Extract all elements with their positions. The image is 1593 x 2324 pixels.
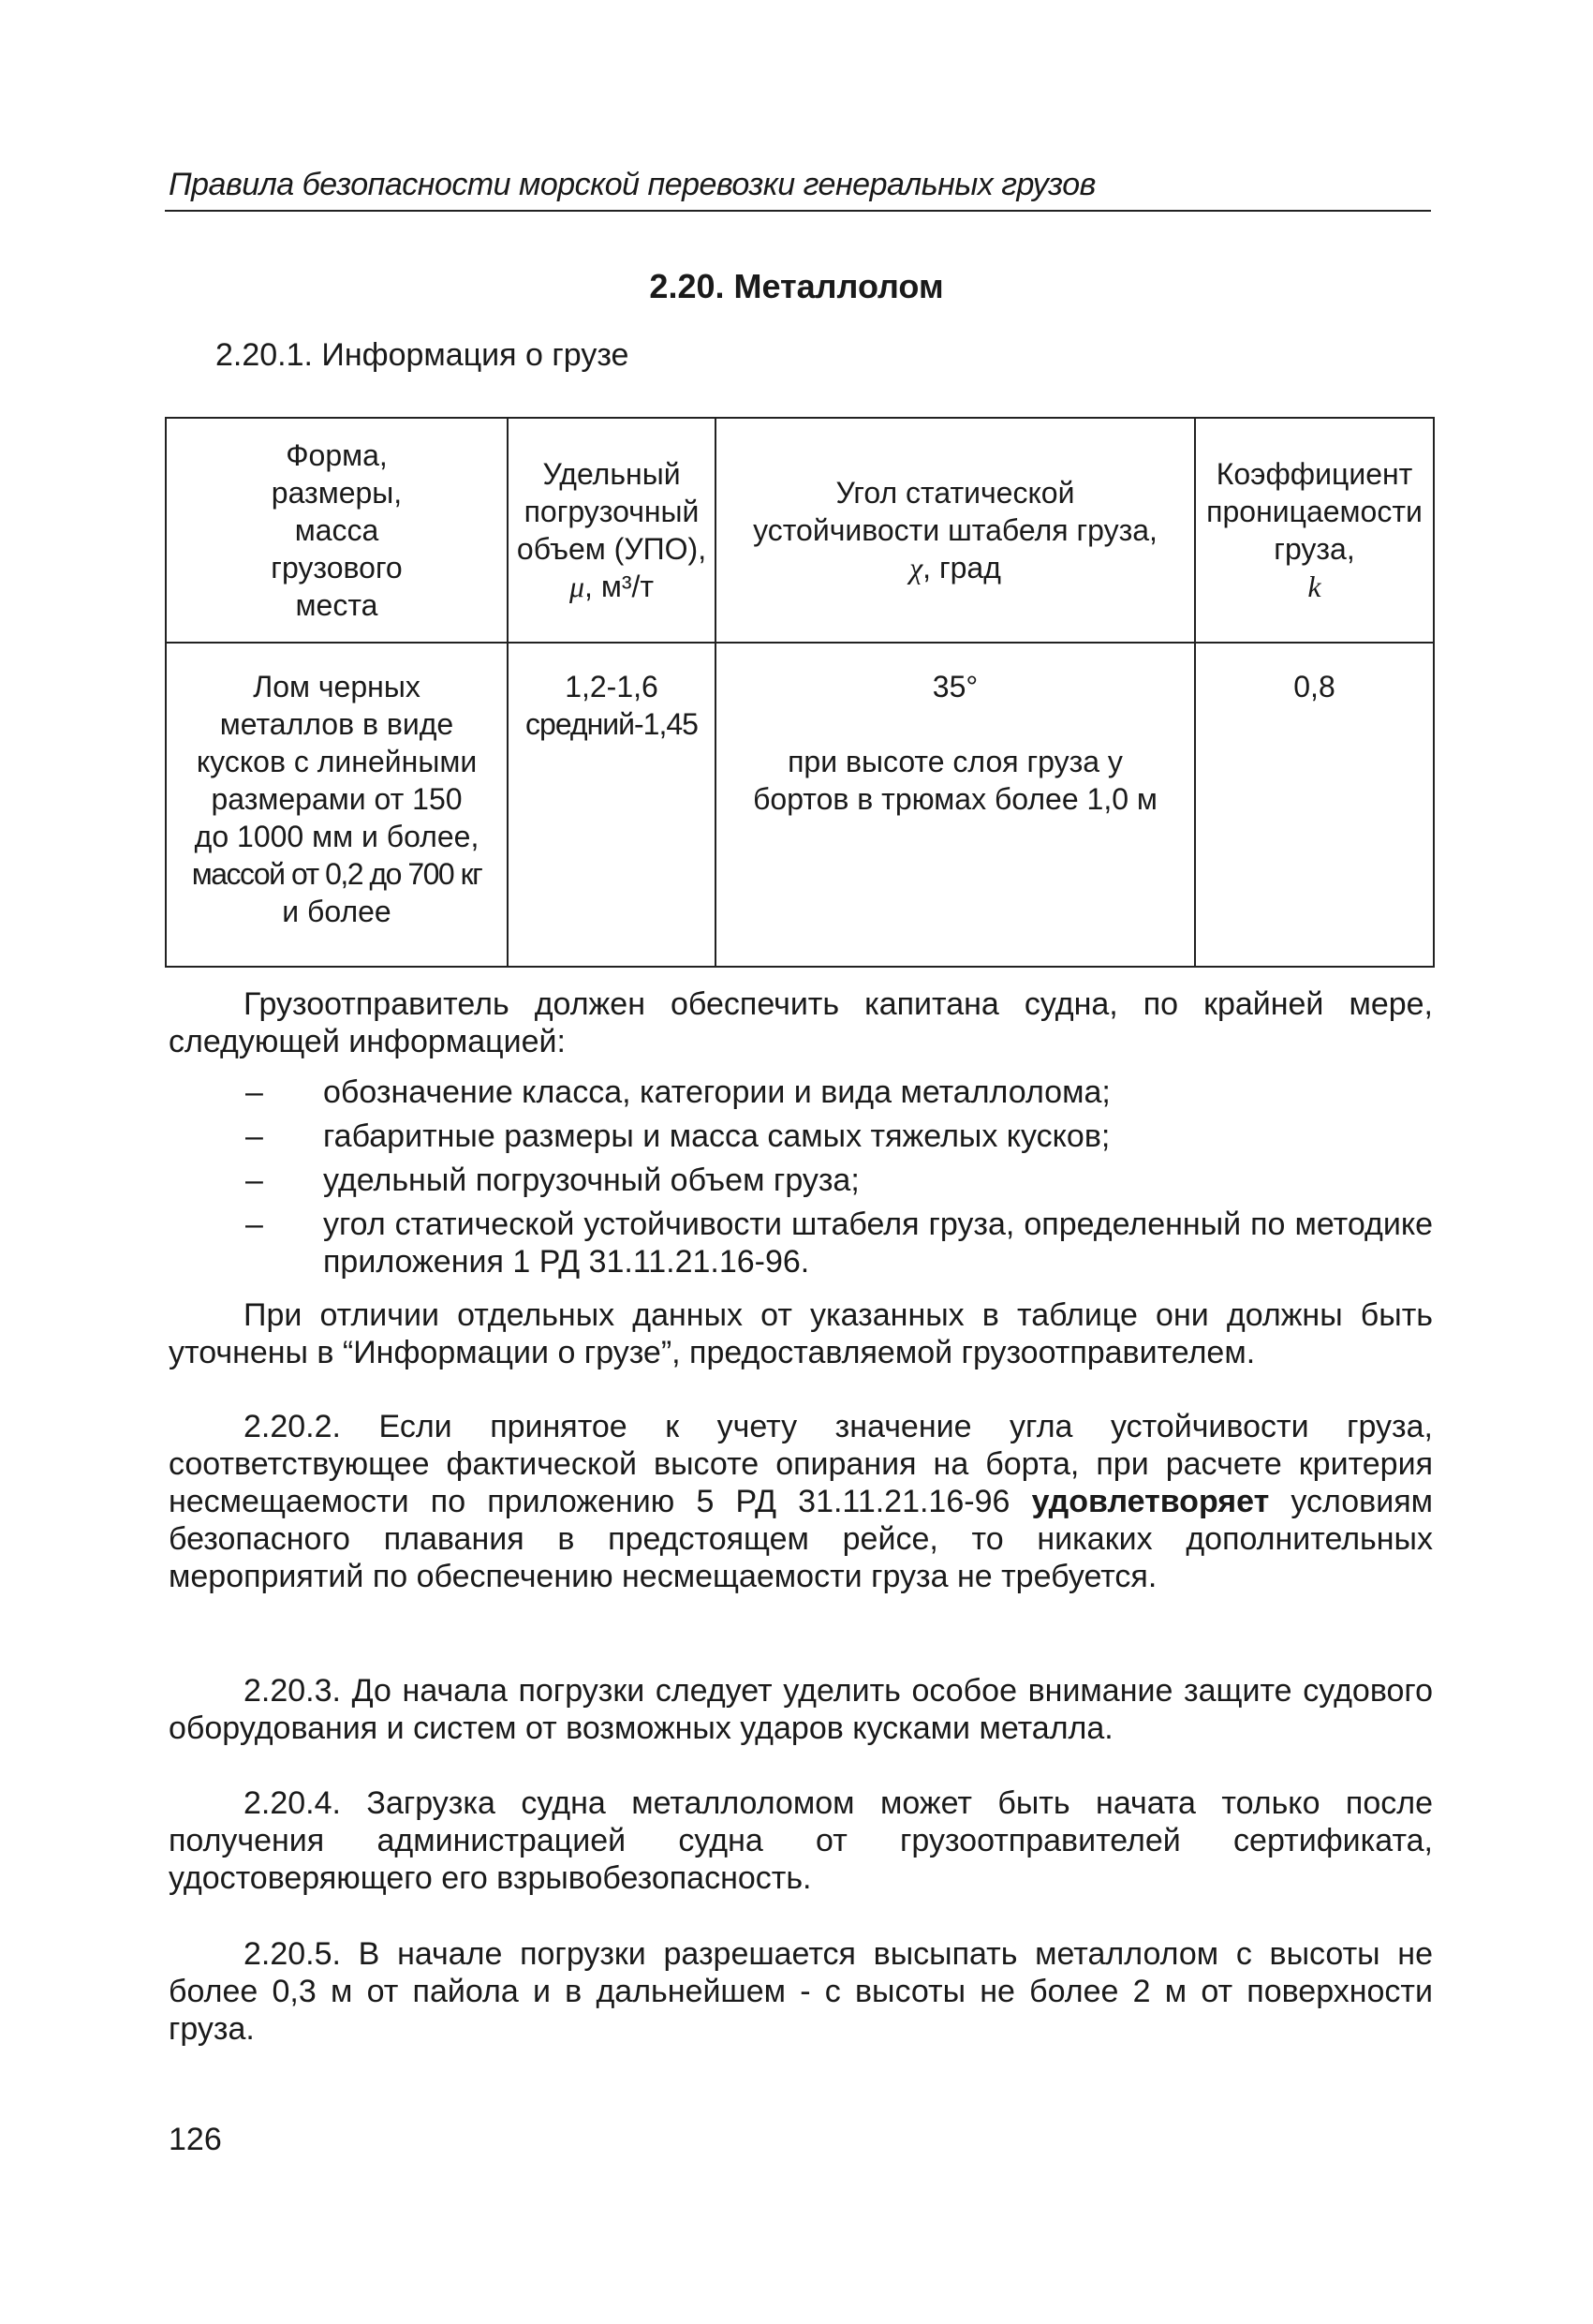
cell-form-line: Лом черных: [253, 670, 420, 703]
header-upo-unit: , м³/т: [584, 570, 655, 603]
cell-form: [166, 643, 508, 967]
differences-paragraph: При отличии отдельных данных от указанных в таблице они должны быть уточнены в “Информации о грузе”, предоставляемой грузоотправителем.: [169, 1297, 1433, 1370]
list-item-text: габаритные размеры и масса самых тяжелых кусков;: [323, 1118, 1111, 1154]
cell-upo-average: средний-1,45: [525, 707, 698, 741]
list-dash: –: [245, 1118, 263, 1154]
header-form-line: размеры,: [271, 476, 403, 510]
header-upo-line: погрузочный: [524, 495, 700, 528]
running-header: Правила безопасности морской перевозки генеральных грузов: [169, 167, 1096, 202]
cargo-info-table: [165, 417, 1435, 968]
header-upo: [508, 418, 715, 643]
list-item-text: удельный погрузочный объем груза;: [323, 1162, 860, 1198]
page-number: 126: [169, 2122, 222, 2157]
cell-form-line: и более: [282, 895, 391, 928]
list-dash: –: [245, 1162, 263, 1198]
cell-form-line: размерами от 150: [211, 782, 463, 816]
list-dash: –: [245, 1206, 263, 1242]
p2202-bold: удовлетворяет: [1031, 1484, 1270, 1519]
list-item: [169, 1206, 1433, 1280]
cell-form-line: кусков с линейными: [196, 745, 478, 778]
cell-upo-range: 1,2-1,6: [565, 670, 658, 703]
cell-upo: [508, 643, 715, 967]
header-form: [166, 418, 508, 643]
list-item: [169, 1162, 1433, 1199]
header-form-line: места: [295, 588, 378, 622]
header-form-line: масса: [294, 513, 379, 547]
cell-form-line: массой от 0,2 до 700 кг: [191, 857, 482, 891]
header-upo-symbol: μ: [568, 570, 585, 603]
table-header-row: [166, 418, 1434, 643]
shipper-intro-paragraph: Грузоотправитель должен обеспечить капитана судна, по крайней мере, следующей информацией:: [169, 986, 1433, 1059]
header-angle: [715, 418, 1195, 643]
cell-coef: 0,8: [1195, 643, 1434, 967]
list-dash: –: [245, 1074, 263, 1110]
paragraph-2-20-3: 2.20.3. До начала погрузки следует уделить особое внимание защите судового оборудования и систем от возможных ударов кусками металла.: [169, 1673, 1433, 1746]
subsection-intro: 2.20.1. Информация о грузе: [215, 337, 629, 373]
cell-angle-value: 35°: [932, 670, 979, 703]
cell-form-line: до 1000 мм и более,: [194, 820, 479, 853]
header-upo-line: объем (УПО),: [516, 532, 707, 566]
list-item-text: угол статической устойчивости штабеля груза, определенный по методике приложения 1 РД 31.11.21.16-96.: [323, 1206, 1433, 1280]
header-form-line: грузового: [271, 551, 403, 585]
header-rule: [165, 210, 1431, 212]
cell-angle-note: при высоте слоя груза у: [788, 745, 1123, 778]
header-angle-unit: , град: [922, 551, 1001, 585]
paragraph-2-20-2: [169, 1408, 1433, 1595]
header-coef: [1195, 418, 1434, 643]
p2202-start: 2.20.2. Если принятое к учету значение угла устойчивости груза, соответствующее фактической высоте опирания на борта, при расчете критерия несмещаемости по приложению 5 РД 31.11.21.16-96: [169, 1409, 1433, 1519]
header-coef-line: груза,: [1274, 532, 1355, 566]
header-coef-symbol: k: [1307, 570, 1321, 603]
list-item: [169, 1118, 1433, 1155]
header-form-line: Форма,: [286, 438, 388, 472]
list-item-text: обозначение класса, категории и вида металлолома;: [323, 1074, 1111, 1110]
header-upo-line: Удельный: [542, 457, 681, 491]
cell-angle-note: бортов в трюмах более 1,0 м: [753, 782, 1158, 816]
table-row: [166, 643, 1434, 967]
header-coef-line: проницаемости: [1206, 495, 1423, 528]
paragraph-2-20-5: 2.20.5. В начале погрузки разрешается высыпать металлолом с высоты не более 0,3 м от пайола и в дальнейшем - с высоты не более 2 м от поверхности груза.: [169, 1936, 1433, 2047]
cell-form-line: металлов в виде: [219, 707, 454, 741]
cell-angle: [715, 643, 1195, 967]
header-coef-line: Коэффициент: [1216, 457, 1413, 491]
header-angle-symbol: χ: [909, 551, 923, 585]
header-angle-line: Угол статической: [835, 476, 1075, 510]
list-item: [169, 1073, 1433, 1111]
p2202-end: условиям безопасного плавания в предстоящем рейсе, то никаких дополнительных мероприятий по обеспечению несмещаемости груза не требуется.: [169, 1484, 1433, 1594]
paragraph-2-20-4: 2.20.4. Загрузка судна металлоломом может быть начата только после получения администрацией судна от грузоотправителей сертификата, удостоверяющего его взрывобезопасность.: [169, 1785, 1433, 1896]
header-angle-line: устойчивости штабеля груза,: [753, 513, 1158, 547]
section-title: 2.20. Металлолом: [649, 267, 944, 305]
required-info-list: [169, 1073, 1433, 1287]
